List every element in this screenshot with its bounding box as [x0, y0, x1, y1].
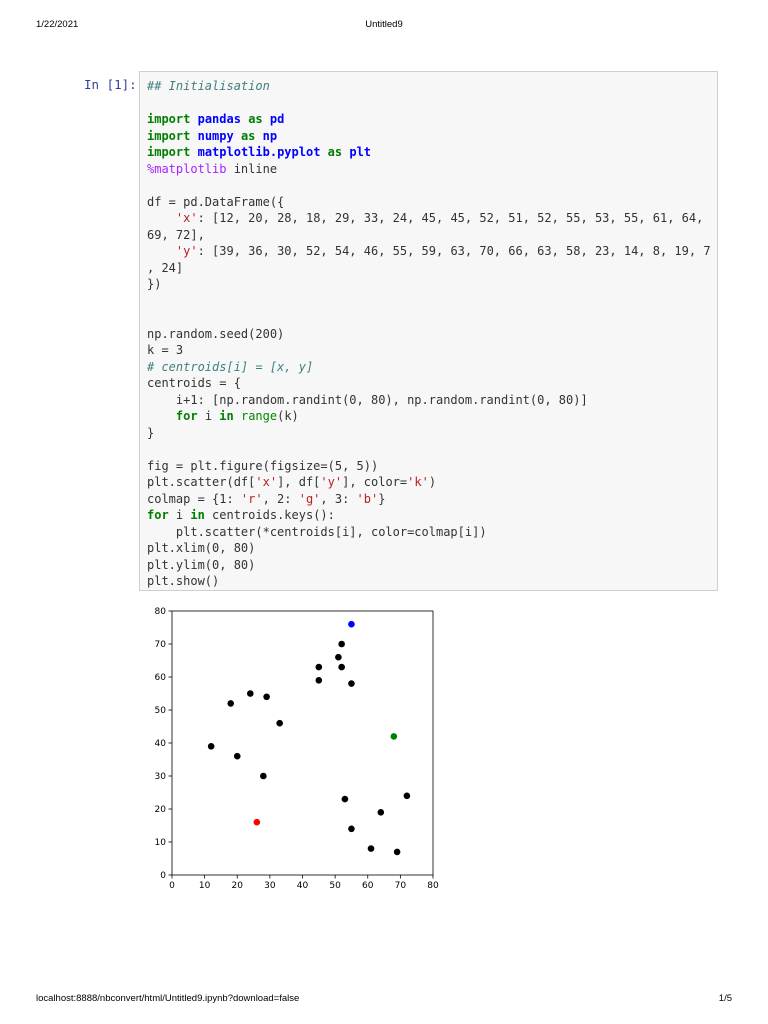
data-point	[234, 753, 241, 760]
data-point	[348, 826, 355, 833]
y-tick-label: 30	[154, 772, 166, 782]
code-line: for i in centroids.keys():	[147, 508, 335, 522]
code-line: 'y': [39, 36, 30, 52, 54, 46, 55, 59, 63, 70, 66, 63, 58, 23, 14, 8, 19, 7	[175, 244, 711, 258]
print-date: 1/22/2021	[36, 19, 79, 30]
code-cell[interactable]	[139, 71, 718, 591]
x-tick-label: 60	[362, 881, 374, 891]
data-point	[348, 680, 355, 687]
x-tick-label: 20	[231, 881, 243, 891]
x-tick-label: 80	[427, 881, 439, 891]
y-tick-label: 20	[154, 805, 166, 815]
data-point	[404, 793, 411, 800]
x-tick-label: 70	[394, 881, 407, 891]
data-point	[348, 621, 355, 628]
code-line: k = 3	[147, 343, 184, 357]
data-point	[378, 809, 385, 816]
y-tick-label: 10	[154, 838, 166, 848]
code-line: import pandas as pd	[147, 112, 285, 126]
print-url: localhost:8888/nbconvert/html/Untitled9.ipynb?download=false	[36, 993, 300, 1004]
code-line: i+1: [np.random.randint(0, 80), np.random.randint(0, 80)]	[147, 392, 588, 407]
code-line: centroids = {	[147, 376, 241, 390]
data-point	[316, 664, 323, 671]
y-tick-label: 70	[154, 640, 166, 650]
data-point	[254, 819, 261, 826]
x-tick-label: 0	[169, 881, 175, 891]
code-line: plt.show()	[147, 574, 220, 588]
x-tick-label: 50	[329, 881, 341, 891]
cell-prompt: In [1]:	[84, 77, 137, 92]
code-line	[147, 293, 711, 310]
print-title: Untitled9	[365, 19, 403, 30]
code-line: ## Initialisation	[147, 79, 270, 93]
x-tick-label: 40	[296, 881, 309, 891]
y-tick-label: 40	[154, 739, 166, 749]
code-line: }	[147, 425, 155, 440]
code-line: 'x': [12, 20, 28, 18, 29, 33, 24, 45, 45, 52, 51, 52, 55, 53, 55, 61, 64,	[175, 211, 704, 225]
code-line	[147, 309, 711, 326]
data-point	[276, 720, 283, 727]
code-editor[interactable]	[147, 78, 711, 590]
code-line: # centroids[i] = [x, y]	[147, 359, 314, 374]
code-line: df = pd.DataFrame({	[147, 194, 285, 209]
y-tick-label: 60	[154, 673, 166, 683]
code-line: np.random.seed(200)	[147, 326, 285, 341]
code-line: plt.scatter(df['x'], df['y'], color='k')	[147, 475, 437, 489]
data-point	[335, 654, 342, 661]
x-tick-label: 10	[198, 881, 211, 891]
data-point	[247, 690, 254, 697]
code-line: plt.scatter(*centroids[i], color=colmap[i])	[147, 524, 487, 539]
data-point	[260, 773, 267, 780]
code-line: , 24]	[147, 260, 184, 275]
data-point	[342, 796, 349, 803]
code-line: fig = plt.figure(figsize=(5, 5))	[147, 458, 379, 473]
data-point	[263, 694, 270, 701]
y-tick-label: 0	[160, 871, 166, 881]
y-tick-label: 50	[154, 706, 166, 716]
code-line: import matplotlib.pyplot as plt	[147, 145, 372, 159]
data-point	[338, 641, 345, 648]
print-page-number: 1/5	[718, 993, 732, 1004]
code-line: 69, 72],	[147, 227, 205, 242]
data-point	[208, 743, 215, 750]
data-point	[338, 664, 345, 671]
code-line: %matplotlib inline	[147, 161, 278, 176]
y-tick-label: 80	[154, 607, 166, 617]
code-line: })	[147, 277, 162, 291]
data-point	[394, 849, 401, 856]
code-line: for i in range(k)	[175, 409, 299, 423]
code-line	[147, 441, 711, 458]
data-point	[227, 700, 234, 707]
code-line: plt.ylim(0, 80)	[147, 557, 256, 572]
data-point	[316, 677, 323, 684]
x-tick-label: 30	[264, 881, 276, 891]
code-line	[147, 177, 711, 194]
scatter-plot	[140, 600, 440, 900]
data-point	[391, 733, 398, 740]
data-point	[368, 845, 375, 852]
code-line: plt.xlim(0, 80)	[147, 541, 256, 555]
code-line: import numpy as np	[147, 128, 278, 143]
code-line: colmap = {1: 'r', 2: 'g', 3: 'b'}	[147, 491, 386, 506]
code-line	[147, 95, 711, 112]
plot-frame	[172, 611, 433, 875]
